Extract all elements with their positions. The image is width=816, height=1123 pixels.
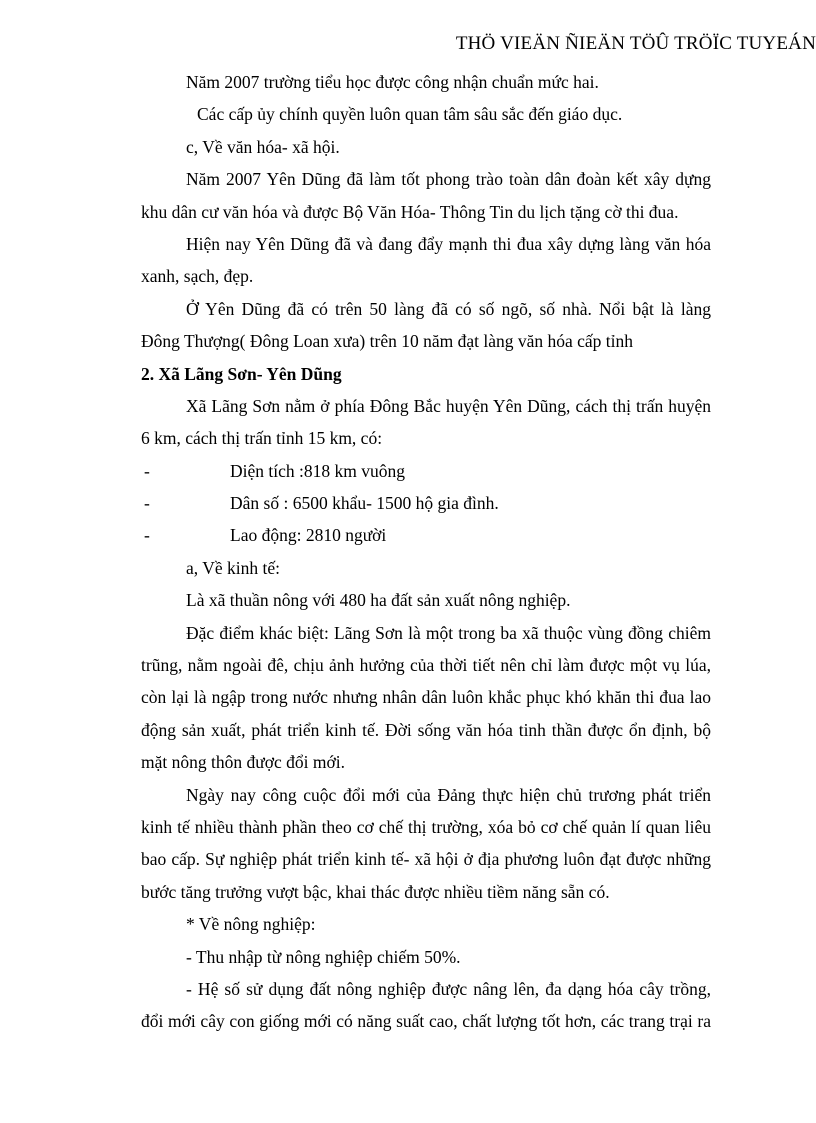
paragraph-line: xanh, sạch, đẹp. [141, 266, 254, 287]
section-subheading: * Về nông nghiệp: [186, 914, 316, 935]
page-header-title: THÖ VIEÄN ÑIEÄN TÖÛ TRÖÏC TUYEÁN [455, 33, 816, 54]
list-dash: - [144, 460, 150, 481]
paragraph-line: Năm 2007 trường tiểu học được công nhận chuẩn mức hai. [186, 72, 599, 92]
paragraph-line: Đông Thượng( Đông Loan xưa) trên 10 năm đạt làng văn hóa cấp tỉnh [141, 331, 634, 352]
paragraph-line: Năm 2007 Yên Dũng đã làm tốt phong trào toàn dân đoàn kết xây dựng [186, 169, 711, 190]
paragraph-line: bước tăng trưởng vượt bậc, khai thác được nhiều tiềm năng sẵn có. [141, 881, 610, 902]
list-item-labor [141, 519, 711, 551]
paragraph-line: - Hệ số sử dụng đất nông nghiệp được nâng lên, đa dạng hóa cây trồng, [186, 978, 711, 999]
section-subheading: a, Về kinh tế: [186, 557, 280, 578]
paragraph-line: bao cấp. Sự nghiệp phát triển kinh tế- xã hội ở địa phương luôn đạt được những [141, 849, 711, 870]
paragraph-line: Ngày nay công cuộc đổi mới của Đảng thực hiện chủ trương phát triển [186, 784, 711, 805]
paragraph-line: Xã Lãng Sơn nằm ở phía Đông Bắc huyện Yên Dũng, cách thị trấn huyện [186, 395, 711, 416]
paragraph-line: động sản xuất, phát triển kinh tế. Đời sống văn hóa tinh thần được ổn định, bộ [141, 719, 711, 740]
paragraph-line: Đặc điểm khác biệt: Lãng Sơn là một trong ba xã thuộc vùng đồng chiêm [186, 622, 711, 643]
paragraph-line: còn lại là ngập trong nước nhưng nhân dân luôn khắc phục khó khăn thi đua lao [141, 687, 711, 708]
list-dash: - [144, 493, 150, 514]
paragraph-line: Hiện nay Yên Dũng đã và đang đẩy mạnh thi đua xây dựng làng văn hóa [186, 233, 711, 254]
list-item-population [141, 487, 711, 519]
paragraph-line: Là xã thuần nông với 480 ha đất sản xuất nông nghiệp. [186, 590, 571, 611]
list-item-text: Dân số : 6500 khẩu- 1500 hộ gia đình. [230, 493, 499, 514]
paragraph-line: 6 km, cách thị trấn tỉnh 15 km, có: [141, 428, 383, 449]
paragraph-line: đổi mới cây con giống mới có năng suất cao, chất lượng tốt hơn, các trang trại ra [141, 1011, 711, 1032]
paragraph-line: khu dân cư văn hóa và được Bộ Văn Hóa- Thông Tin du lịch tặng cờ thi đua. [141, 201, 679, 222]
section-subheading: c, Về văn hóa- xã hội. [186, 136, 340, 157]
list-dash: - [144, 525, 150, 546]
paragraph-line: Ở Yên Dũng đã có trên 50 làng đã có số ngõ, số nhà. Nổi bật là làng [186, 298, 711, 319]
paragraph-line: kinh tế nhiều thành phần theo cơ chế thị trường, xóa bỏ cơ chế quản lí quan liêu [141, 816, 711, 837]
list-item-area [141, 455, 711, 487]
list-item-text: Lao động: 2810 người [230, 525, 387, 546]
paragraph-line: - Thu nhập từ nông nghiệp chiếm 50%. [186, 946, 461, 967]
section-heading: 2. Xã Lãng Sơn- Yên Dũng [141, 363, 342, 384]
paragraph-line: trũng, nằm ngoài đê, chịu ảnh hưởng của thời tiết nên chỉ làm được một vụ lúa, [141, 655, 711, 676]
document-body [141, 66, 711, 1038]
list-item-text: Diện tích :818 km vuông [230, 460, 405, 481]
paragraph-line: Các cấp ủy chính quyền luôn quan tâm sâu sắc đến giáo dục. [197, 104, 623, 125]
paragraph-line: mặt nông thôn được đổi mới. [141, 752, 345, 773]
